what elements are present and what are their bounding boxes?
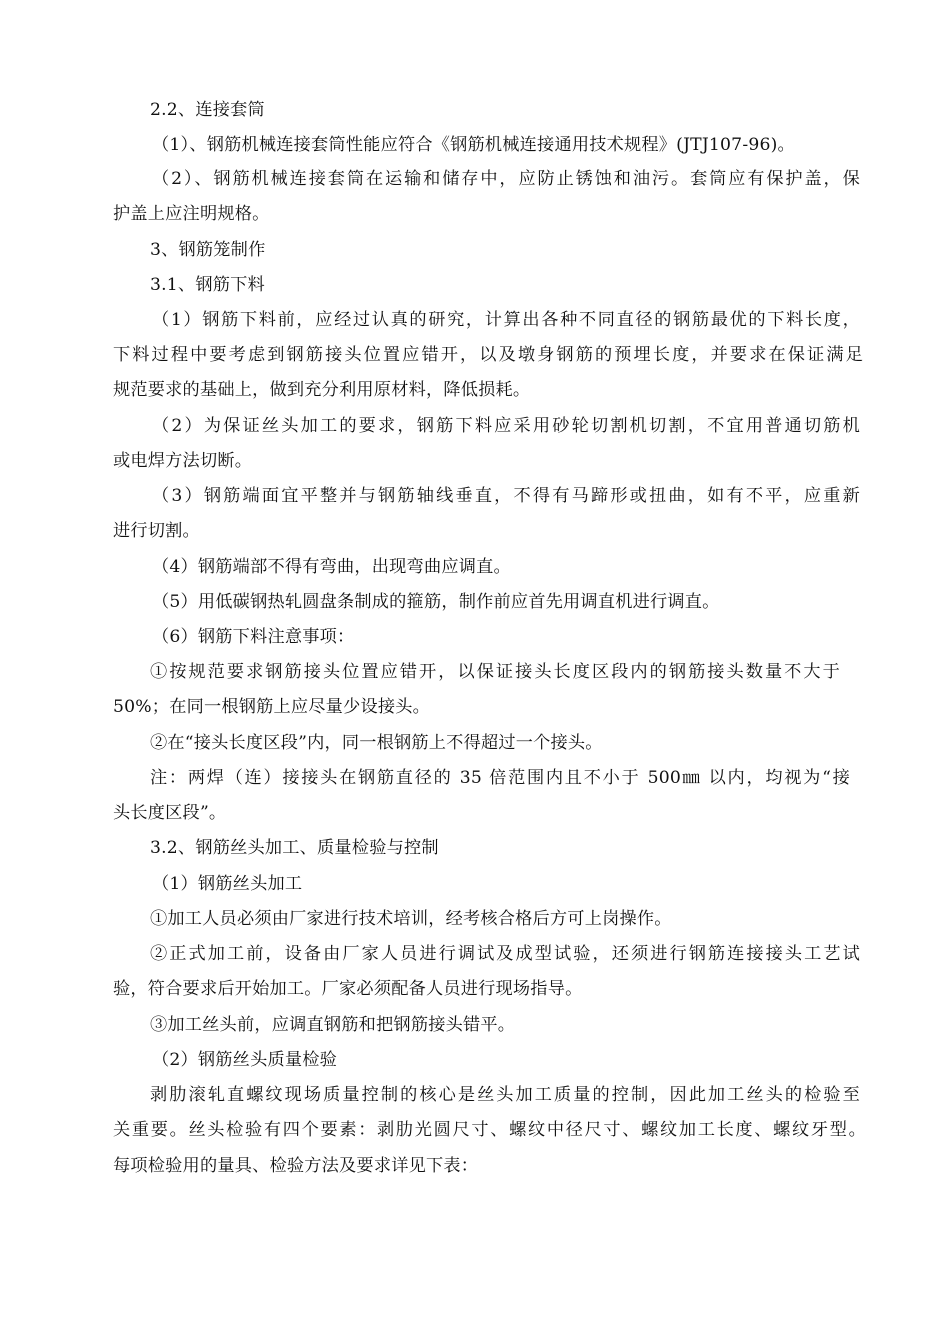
heading-3-1: 3.1、钢筋下料 <box>150 275 265 295</box>
paragraph-line: （3）钢筋端面宜平整并与钢筋轴线垂直，不得有马蹄形或扭曲，如有不平，应重新 <box>152 486 860 506</box>
paragraph-line: 关重要。丝头检验有四个要素：剥肋光圆尺寸、螺纹中径尺寸、螺纹加工长度、螺纹牙型。 <box>113 1120 866 1140</box>
note-line: 头长度区段”。 <box>113 803 227 823</box>
paragraph-line: 护盖上应注明规格。 <box>113 204 270 224</box>
paragraph-line: ①加工人员必须由厂家进行技术培训，经考核合格后方可上岗操作。 <box>150 909 672 929</box>
paragraph-line: ①按规范要求钢筋接头位置应错开，以保证接头长度区段内的钢筋接头数量不大于 <box>150 662 840 682</box>
paragraph-line: （1）、钢筋机械连接套筒性能应符合《钢筋机械连接通用技术规程》(JTJ107-96)。 <box>152 135 795 155</box>
paragraph-line: （2）、钢筋机械连接套筒在运输和储存中，应防止锈蚀和油污。套筒应有保护盖，保 <box>152 169 860 189</box>
paragraph-line: ②正式加工前，设备由厂家人员进行调试及成型试验，还须进行钢筋连接接头工艺试 <box>150 944 860 964</box>
paragraph-line: 下料过程中要考虑到钢筋接头位置应错开，以及墩身钢筋的预埋长度，并要求在保证满足 <box>113 345 863 365</box>
paragraph-line: ②在“接头长度区段”内，同一根钢筋上不得超过一个接头。 <box>150 733 603 753</box>
heading-3-2: 3.2、钢筋丝头加工、质量检验与控制 <box>150 838 439 858</box>
paragraph-line: （1）钢筋下料前，应经过认真的研究，计算出各种不同直径的钢筋最优的下料长度， <box>152 310 860 330</box>
paragraph-line: 50%；在同一根钢筋上应尽量少设接头。 <box>113 697 431 717</box>
paragraph-line: 或电焊方法切断。 <box>113 451 253 471</box>
paragraph-line: （4）钢筋端部不得有弯曲，出现弯曲应调直。 <box>152 557 511 577</box>
paragraph-line: 每项检验用的量具、检验方法及要求详见下表： <box>113 1156 479 1176</box>
paragraph-line: （2）钢筋丝头质量检验 <box>152 1050 338 1070</box>
paragraph-line: （1）钢筋丝头加工 <box>152 874 303 894</box>
paragraph-line: 进行切割。 <box>113 521 200 541</box>
note-line: 注：两焊（连）接接头在钢筋直径的 35 倍范围内且不小于 500㎜ 以内，均视为“接 <box>150 768 850 788</box>
paragraph-line: 剥肋滚轧直螺纹现场质量控制的核心是丝头加工质量的控制，因此加工丝头的检验至 <box>150 1085 860 1105</box>
paragraph-line: ③加工丝头前，应调直钢筋和把钢筋接头错平。 <box>150 1015 516 1035</box>
paragraph-line: （2）为保证丝头加工的要求，钢筋下料应采用砂轮切割机切割，不宜用普通切筋机 <box>152 416 860 436</box>
paragraph-line: 验，符合要求后开始加工。厂家必须配备人员进行现场指导。 <box>113 979 583 999</box>
heading-3: 3、钢筋笼制作 <box>150 240 266 260</box>
paragraph-line: （5）用低碳钢热轧圆盘条制成的箍筋，制作前应首先用调直机进行调直。 <box>152 592 720 612</box>
heading-2-2: 2.2、连接套筒 <box>150 100 265 120</box>
paragraph-line: （6）钢筋下料注意事项： <box>152 627 355 647</box>
paragraph-line: 规范要求的基础上，做到充分利用原材料，降低损耗。 <box>113 380 531 400</box>
